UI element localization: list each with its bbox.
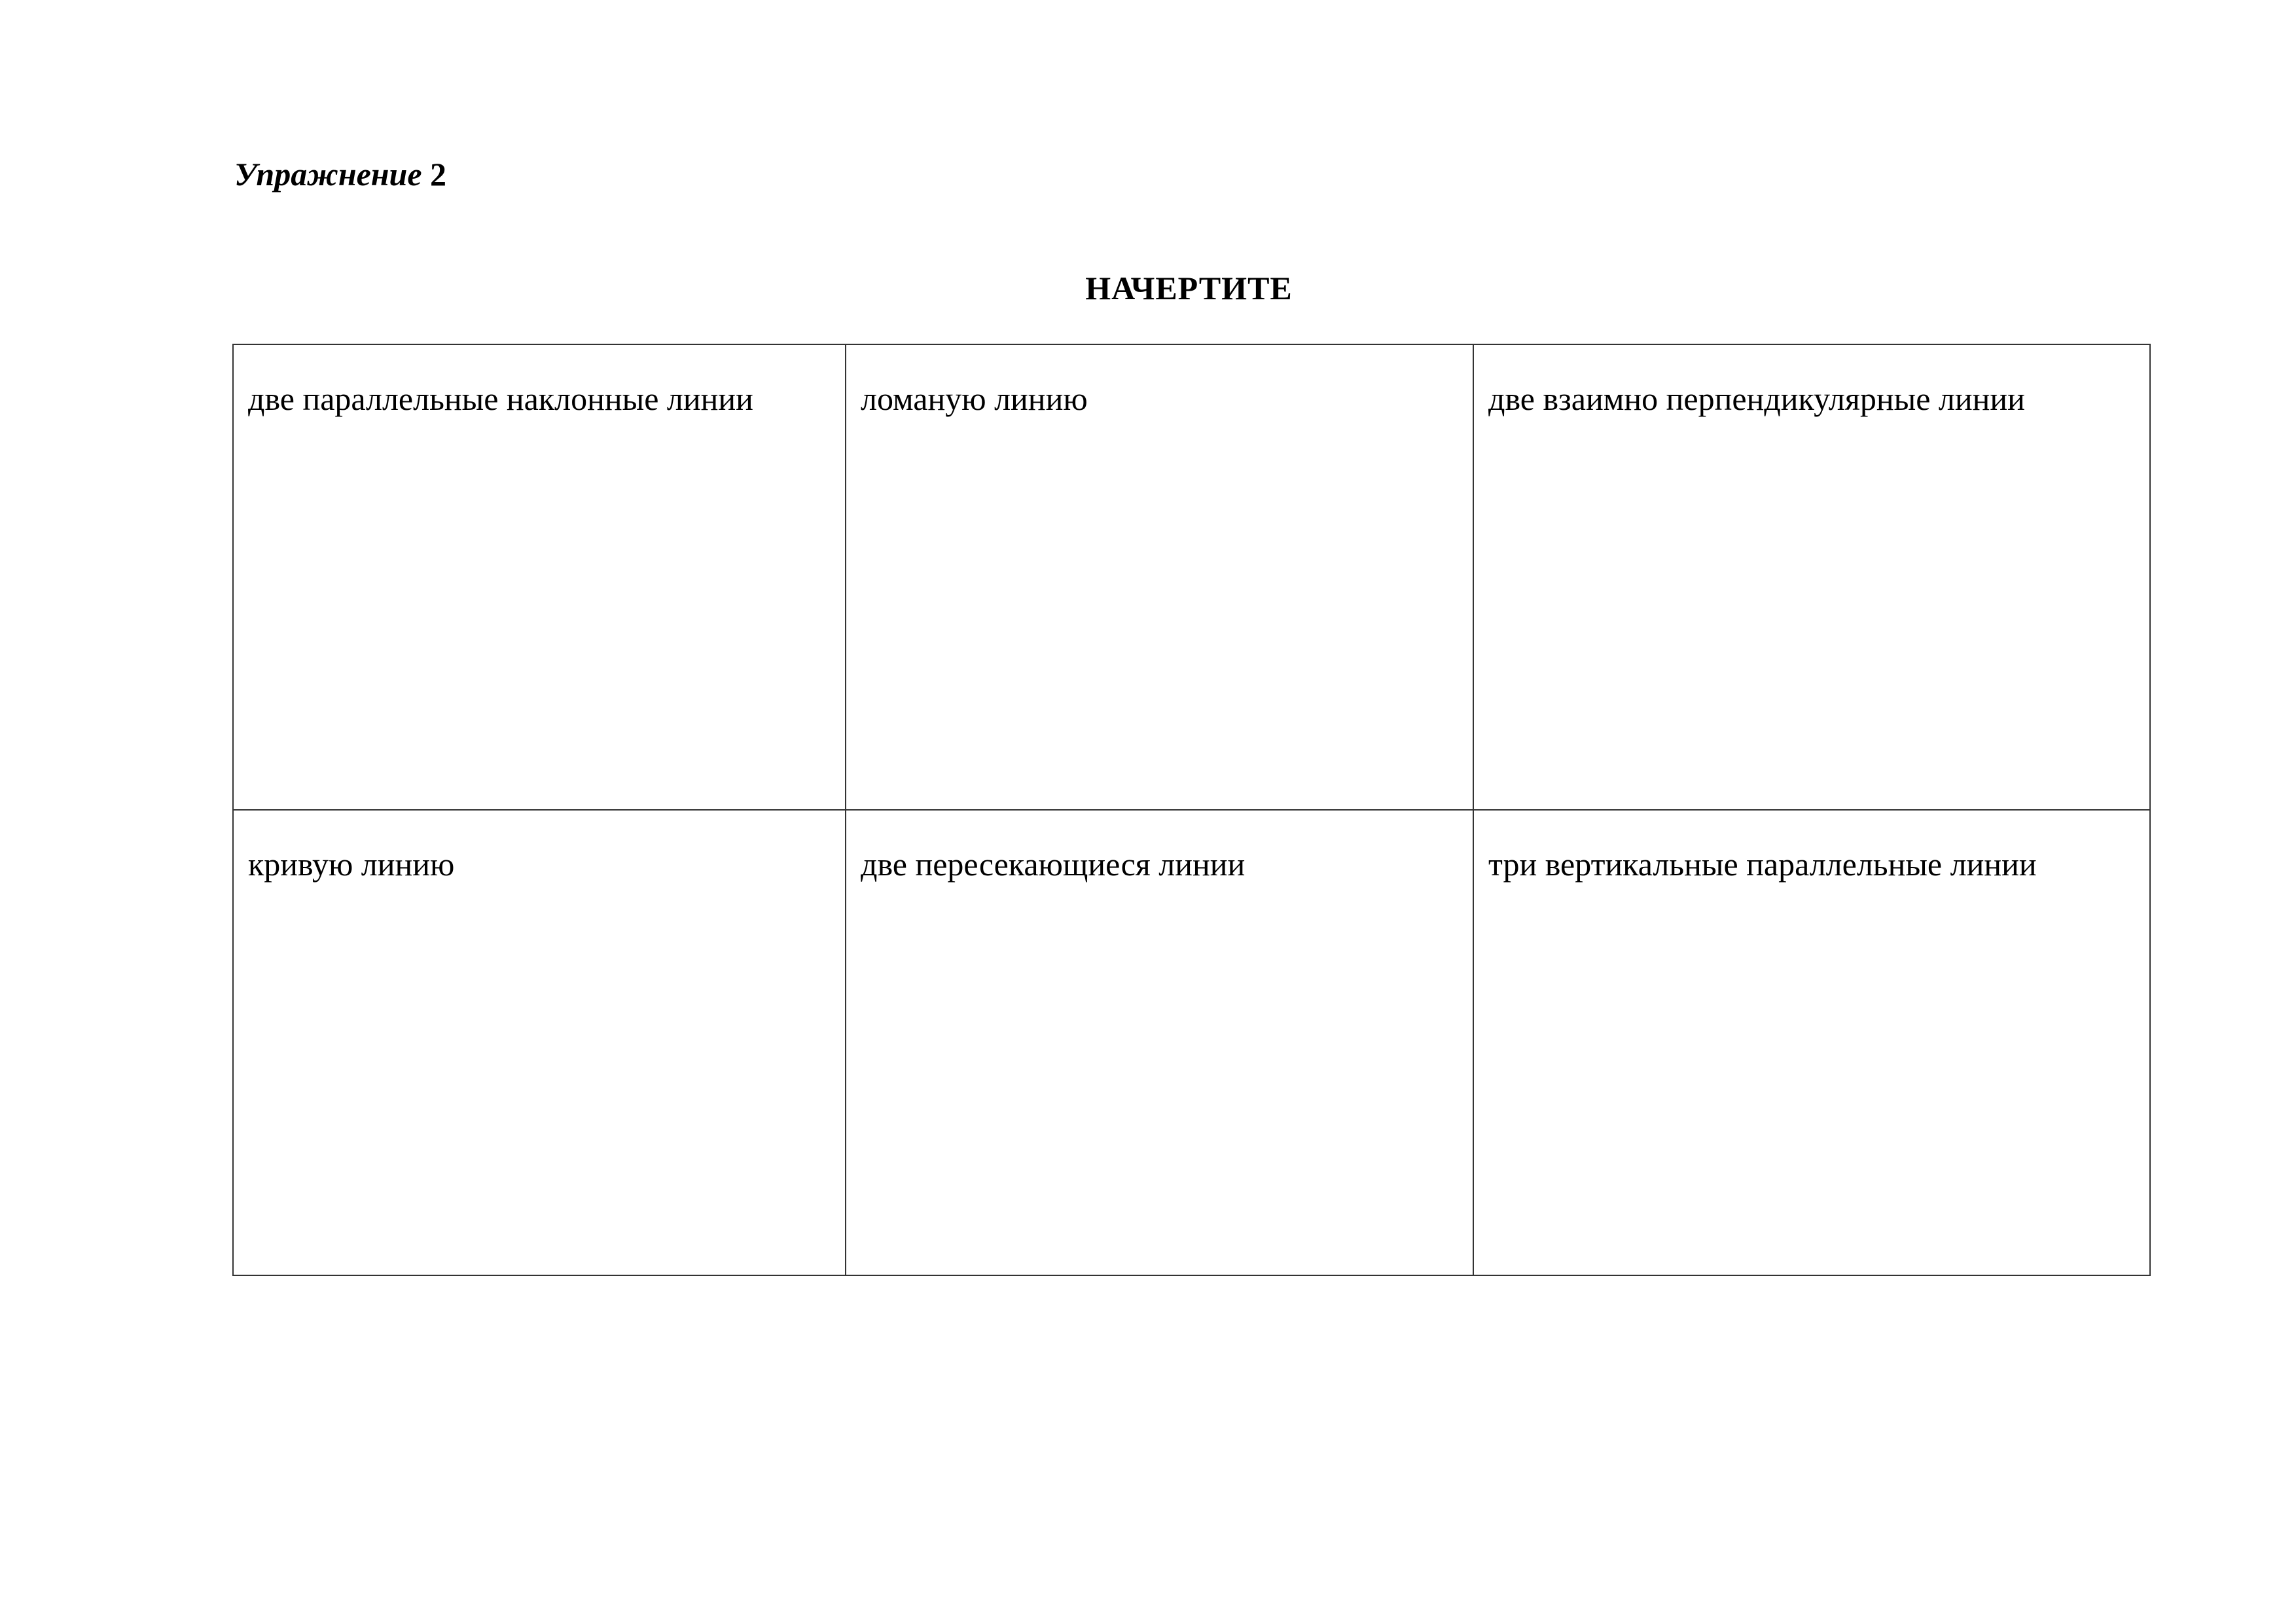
task-title: НАЧЕРТИТЕ (1085, 270, 1293, 306)
task-cell[interactable] (233, 810, 846, 1275)
task-label: две пересекающиеся линии (861, 846, 1246, 883)
task-label: кривую линию (248, 846, 455, 883)
task-cell[interactable] (1473, 344, 2150, 810)
task-label: две взаимно перпендикулярные линии (1488, 380, 2025, 417)
table-row (233, 810, 2150, 1275)
task-cell[interactable] (846, 344, 1473, 810)
table-row (233, 344, 2150, 810)
task-cell[interactable] (233, 344, 846, 810)
task-cell[interactable] (1473, 810, 2150, 1275)
task-label: ломаную линию (861, 380, 1088, 417)
exercise-word: Упражнение (234, 156, 422, 192)
task-cell[interactable] (846, 810, 1473, 1275)
drawing-task-table (232, 344, 2151, 1276)
exercise-heading (234, 155, 446, 194)
exercise-number: 2 (430, 156, 447, 192)
task-label: две параллельные наклонные линии (248, 380, 753, 417)
task-label: три вертикальные параллельные линии (1488, 846, 2037, 883)
